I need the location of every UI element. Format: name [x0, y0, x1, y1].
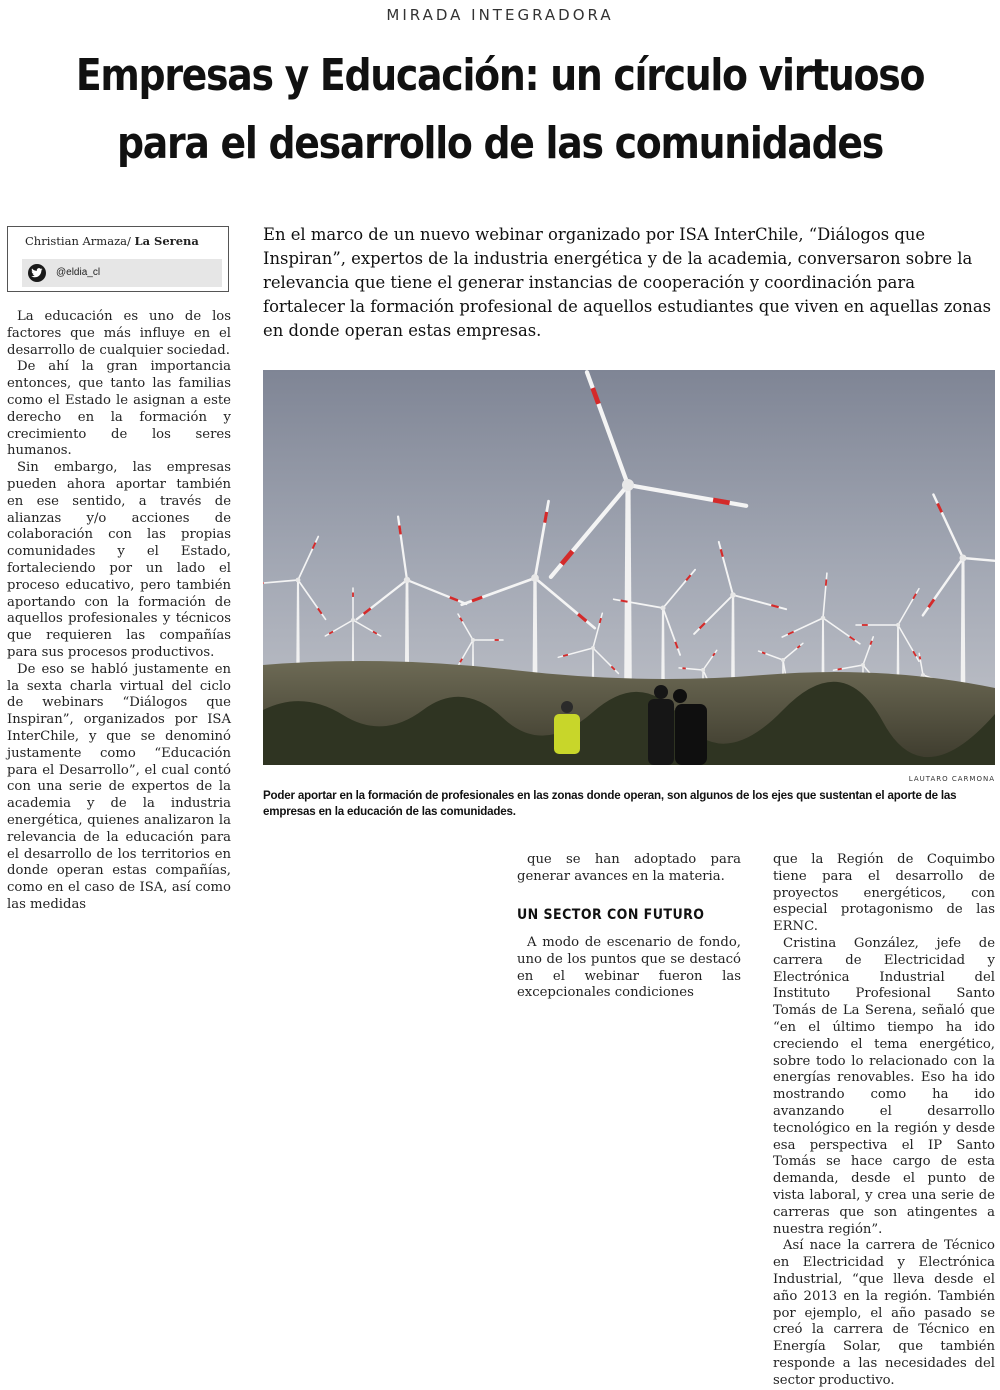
- turbine-blade-stripe: [713, 500, 730, 503]
- paragraph: De ahí la gran importancia entonces, que tanto las familias como el Estado le asignan a este derecho en la formación y crecimiento de los seres humanos.: [7, 359, 231, 460]
- turbine-blade-stripe: [621, 601, 628, 602]
- turbine-hub: [622, 479, 634, 491]
- twitter-icon: [28, 264, 46, 282]
- paragraph: A modo de escenario de fondo, uno de los puntos que se destacó en el webinar fueron las excepcionales condiciones: [517, 935, 741, 1002]
- turbine-hub: [960, 555, 967, 562]
- turbine-hub: [921, 673, 925, 677]
- worker-vest: [554, 714, 580, 754]
- paragraph: Así nace la carrera de Técnico en Electricidad y Electrónica Industrial, “que lleva desde el año 2013 en la región. También por ejemplo, el año pasado se creó la carrera de Técnico en Energía Solar, que también responde a las necesidades del sector productivo.: [773, 1238, 995, 1389]
- middle-column: [517, 852, 741, 886]
- middle-column-body: [517, 935, 741, 1002]
- turbine-blade-stripe: [920, 656, 921, 659]
- wind-farm-illustration: [263, 370, 995, 765]
- turbine-hub: [591, 646, 595, 650]
- subhead: UN SECTOR CON FUTURO: [517, 907, 704, 923]
- turbine-hub: [701, 668, 705, 672]
- worker-head: [561, 701, 573, 713]
- turbine-hub: [730, 592, 736, 598]
- headline-line-1: Empresas y Educación: un círculo virtuoso: [70, 42, 930, 110]
- byline-box: [7, 226, 229, 292]
- turbine-hub: [471, 638, 475, 642]
- wind-farm-photo: [263, 370, 995, 765]
- turbine-hub: [896, 623, 900, 627]
- turbine-blade-stripe: [762, 652, 765, 653]
- paragraph: que la Región de Coquimbo tiene para el desarrollo de proyectos energéticos, con especial protagonismo de las ERNC.: [773, 852, 995, 936]
- paragraph: De eso se habló justamente en la sexta charla virtual del ciclo de webinars “Diálogos que Inspiran”, organizados por ISA InterChile, y que se denominó justamente como “Educación para el Desarrollo”, el cual contó con una serie de expertos de la academia y de la industria energética, quienes analizaron la relevancia de la educación para el desarrollo de los territorios en donde operan estas compañías, como en el caso de ISA, así como las medidas: [7, 662, 231, 914]
- photo-caption: Poder aportar en la formación de profesionales en las zonas donde operan, son algunos de los ejes que sustentan el aporte de las empresas en la educación de las comunidades.: [263, 788, 996, 820]
- turbine-blade-stripe: [399, 525, 400, 534]
- paragraph: Sin embargo, las empresas pueden ahora aportar también en ese sentido, a través de alianzas y/o acciones de colaboración con las propias comunidades y el Estado, fortaleciendo por un lado el proceso educativo, pero también aportando con la formación de aquellos profesionales y técnicos que requieren las compañías para sus procesos productivos.: [7, 460, 231, 662]
- person-dark-1: [648, 699, 674, 765]
- turbine-hub: [531, 574, 539, 582]
- turbine-blade-stripe: [600, 618, 601, 623]
- twitter-bar: [22, 259, 222, 287]
- turbine-hub: [351, 618, 355, 622]
- paragraph: La educación es uno de los factores que más influye en el desarrollo de cualquier sociedad.: [7, 309, 231, 359]
- photo-credit: LAUTARO CARMONA: [800, 775, 995, 783]
- turbine-hub: [781, 658, 785, 662]
- turbine-blade-stripe: [826, 579, 827, 585]
- turbine-blade-stripe: [545, 512, 547, 523]
- paragraph: Cristina González, jefe de carrera de Electricidad y Electrónica Industrial del Instituto Profesional Santo Tomás de La Serena, señaló que “en el último tiempo ha ido creciendo el tema energético, sobre todo lo relacionado con la energías renovables. Eso ha ido mostrando como ha ido avanzando el desarrollo tecnológico en la región y desde esa perspectiva el IP Santo Tomás se hace cargo de esta demanda, desde el punto de vista laboral, y crea una serie de carreras que son atingentes a nuestra región”.: [773, 936, 995, 1238]
- section-label: MIRADA INTEGRADORA: [0, 6, 1000, 24]
- person-dark-2: [675, 704, 707, 765]
- byline: [25, 234, 199, 248]
- turbine-hub: [861, 663, 865, 667]
- byline-author: Christian Armaza/: [25, 234, 131, 248]
- turbine-blade-stripe: [563, 655, 568, 656]
- right-column: [773, 852, 995, 1390]
- paragraph: que se han adoptado para generar avances en la materia.: [517, 852, 741, 886]
- turbine-hub: [404, 577, 410, 583]
- turbine-hub: [661, 606, 666, 611]
- turbine-hub: [821, 616, 826, 621]
- turbine-blade-stripe: [838, 669, 842, 670]
- headline: [70, 42, 930, 178]
- lead-paragraph: En el marco de un nuevo webinar organizado por ISA InterChile, “Diálogos que Inspiran”, expertos de la industria energética y de la academia, conversaron sobre la relevancia que tiene el generar instancias de cooperación y coordinación para fortalecer la formación profesional de aquellos estudiantes que viven en aquellas zonas en donde operan estas empresas.: [263, 223, 993, 343]
- twitter-handle[interactable]: @eldia_cl: [56, 267, 100, 278]
- turbine-blade-stripe: [263, 583, 264, 584]
- turbine-hub: [296, 578, 301, 583]
- person-dark-2-head: [673, 689, 687, 703]
- person-dark-1-head: [654, 685, 668, 699]
- left-column: [7, 309, 231, 914]
- byline-location: La Serena: [135, 234, 199, 248]
- headline-line-2: para el desarrollo de las comunidades: [70, 110, 930, 178]
